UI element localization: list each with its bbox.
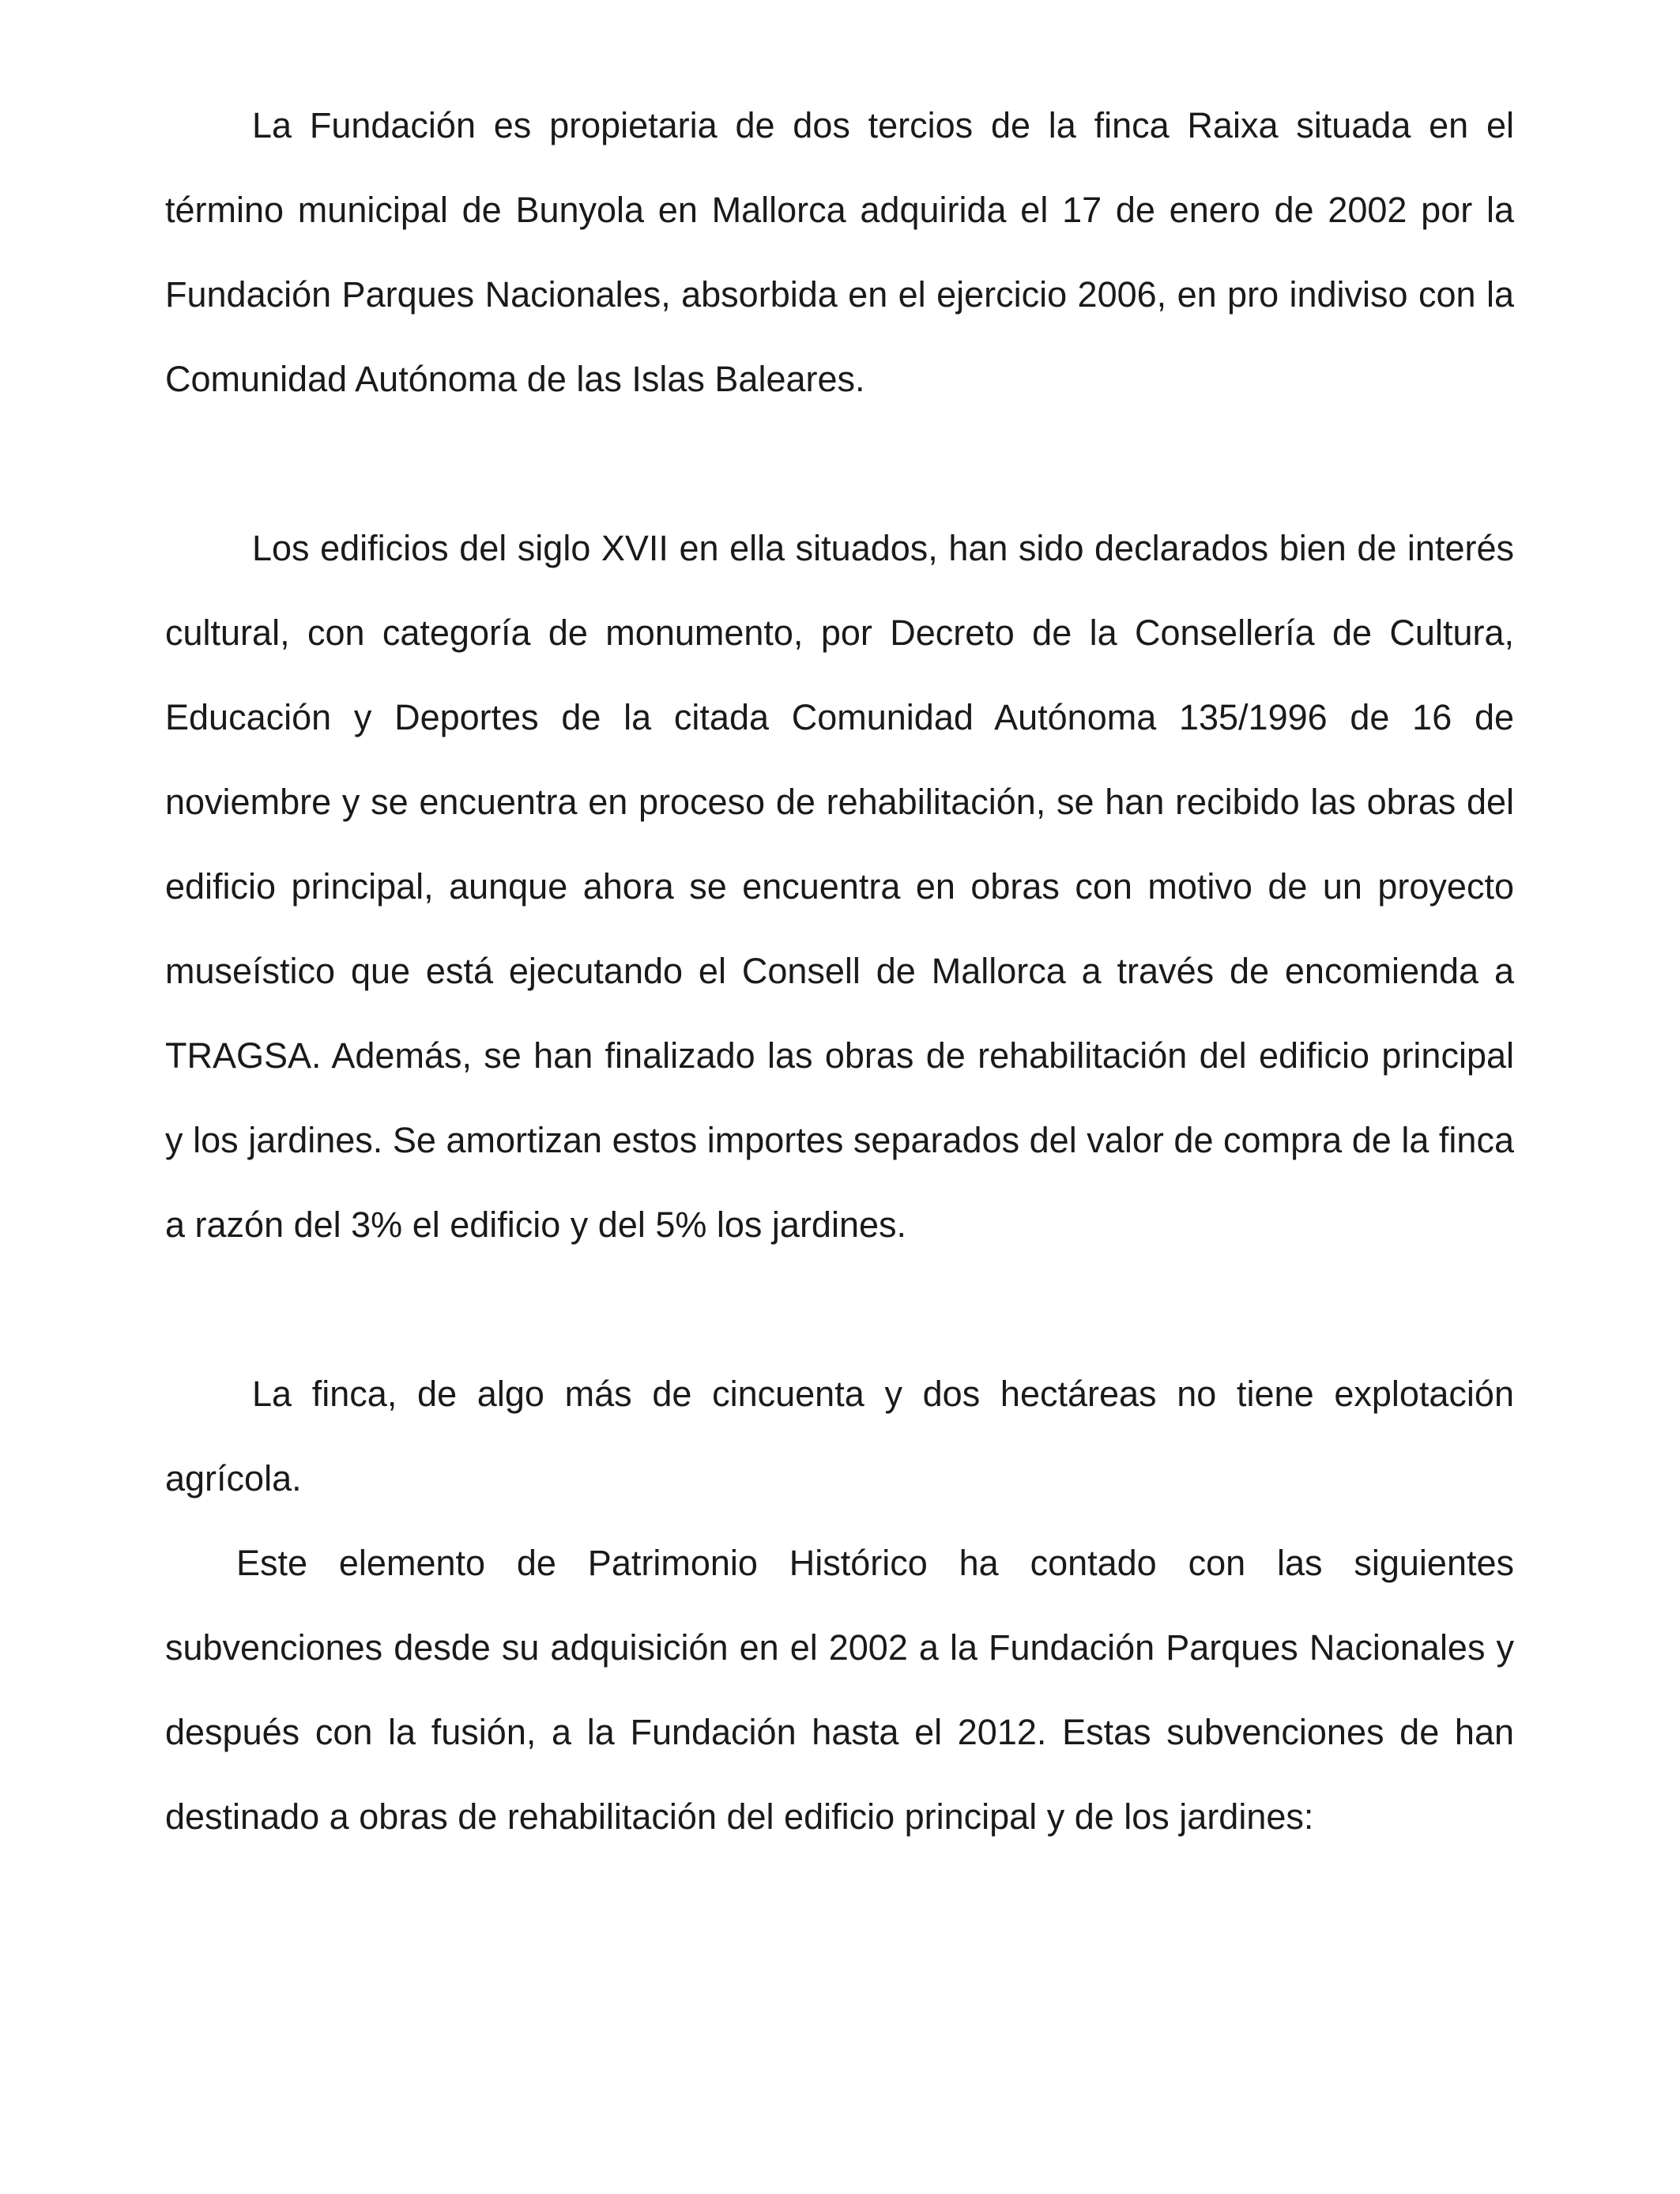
paragraph-subsidies: Este elemento de Patrimonio Histórico ha contado con las siguientes subvenciones desde su adquisición en el 2002 a la Fundación Parques Nacionales y después con la fusión, a la Fundación hasta el 2012. Estas subvenciones de han destinado a obras de rehabilitación del edificio principal y de los jardines: — [165, 1543, 1514, 1837]
paragraph-historic-buildings: Los edificios del siglo XVII en ella situados, han sido declarados bien de interés cultural, con categoría de monumento, por Decreto de la Consellería de Cultura, Educación y Deportes de la citada Comunidad Autónoma 135/1996 de 16 de noviembre y se encuentra en proceso de rehabilitación, se han recibido las obras del edificio principal, aunque ahora se encuentra en obras con motivo de un proyecto museístico que está ejecutando el Consell de Mallorca a través de encomienda a TRAGSA. Además, se han finalizado las obras de rehabilitación del edificio principal y los jardines. Se amortizan estos importes separados del valor de compra de la finca a razón del 3% el edificio y del 5% los jardines. — [165, 528, 1514, 1245]
document-body — [165, 83, 1514, 1859]
paragraph-raixa-ownership: La Fundación es propietaria de dos tercios de la finca Raixa situada en el término municipal de Bunyola en Mallorca adquirida el 17 de enero de 2002 por la Fundación Parques Nacionales, absorbida en el ejercicio 2006, en pro indiviso con la Comunidad Autónoma de las Islas Baleares. — [165, 105, 1514, 399]
paragraph-estate-size: La finca, de algo más de cincuenta y dos hectáreas no tiene explotación agrícola. — [165, 1374, 1514, 1498]
